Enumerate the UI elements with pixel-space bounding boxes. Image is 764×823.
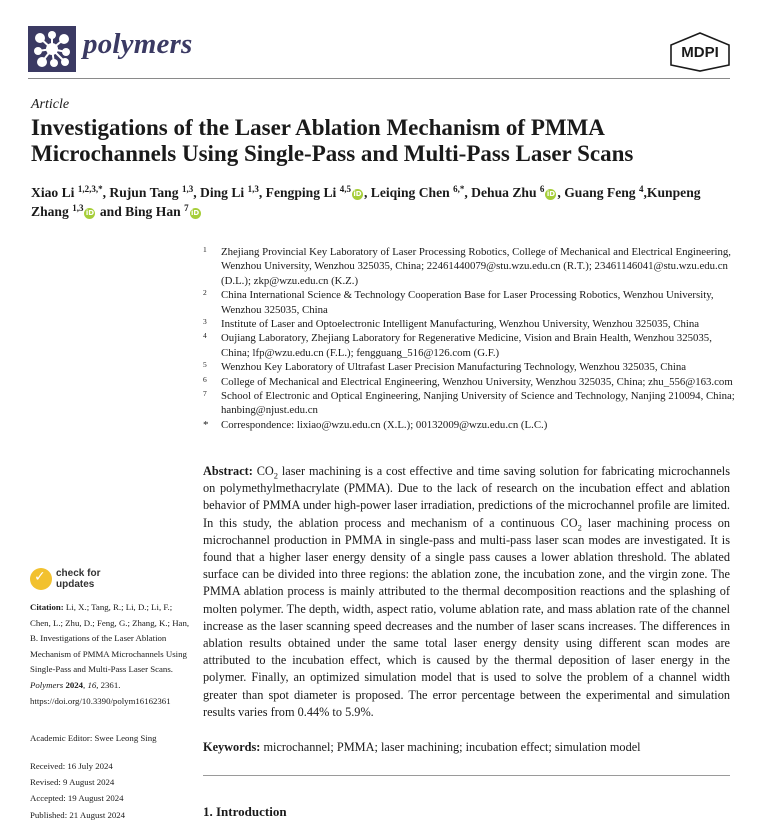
- author-affiliation-marks: 4,5: [339, 184, 351, 194]
- author-separator: ,: [102, 185, 110, 200]
- affiliation-text: China International Science & Technology Cooperation Base for Laser Processing Robotics, Wenzhou University, Wenzhou 325035, China: [221, 289, 714, 316]
- affiliation-text: Zhejiang Provincial Key Laboratory of Laser Processing Robotics, College of Mechanical and Electrical Engineering, Wenzhou University, Wenzhou 325035, China; 22461440079@stu.wzu.edu.cn (R.T.); 23461146041@stu.wzu.edu.cn (D.L.); zkp@wzu.edu.cn (K.Z.): [221, 246, 731, 287]
- citation-text: Li, X.; Tang, R.; Li, D.; Li, F.; Chen, L.; Zhu, D.; Feng, G.; Zhang, K.; Han, B. Investigations of the Laser Ablation Mechanism of PMMA Microchannels Using Single-Pass and Multi-Pass Laser Scans.: [30, 602, 190, 675]
- author-name: Kunpeng Zhang: [31, 185, 701, 219]
- journal-logo: [28, 26, 76, 72]
- author-separator: ,: [258, 185, 266, 200]
- molecule-cluster-logo-icon: [28, 26, 76, 72]
- affiliation-number: 2: [203, 288, 207, 298]
- affiliation-text: College of Mechanical and Electrical Engineering, Wenzhou University, Wenzhou 325035, China; zhu_556@163.com: [221, 375, 733, 388]
- check-for-updates-badge[interactable]: [30, 568, 180, 594]
- date-row: [30, 774, 125, 790]
- affiliation-item: [203, 375, 738, 389]
- author-affiliation-marks: 1,2,3,*: [77, 184, 103, 194]
- date-label: Accepted:: [30, 793, 66, 804]
- author-name: Rujun Tang: [109, 185, 179, 200]
- mdpi-logo-text: MDPI: [681, 44, 719, 61]
- citation-label: Citation:: [30, 602, 64, 612]
- abstract-label: Abstract:: [203, 464, 253, 478]
- citation-journal: Polymers: [30, 679, 64, 690]
- abstract-text-3: laser machining process on microchannel production in PMMA in single-pass and multi-pass laser scan modes are investigated. It is found that a higher laser energy density of a single pass causes a lower ablation threshold. The ablated surface can be divided into three regions: the ablation zone, the incubation zone, and the virgin zone. The PMMA ablation process is mainly attributed to the thermal decomposition reactions and the splashing of molten polymer. The depth, width, aspect ratio, volume ablation rate, and mass ablation rate of the channel increase as the laser scanning speed decreases and the number of laser scans increases. The differences in ablation results obtained under the same total laser energy density using different scan modes are attributed to the incubation effect, which is caused by the thermal deposition of laser energy in the polymer. Finally, an optimized simulation model that is used to solve the problem of a channel width greater than spot diameter is proposed. The error percentage between the experimental and simulation results varies from 0.44% to 5.9%.: [203, 515, 730, 719]
- affiliations-list: [203, 245, 738, 432]
- affiliation-text: Institute of Laser and Optoelectronic Intelligent Manufacturing, Wenzhou University, Wenzhou 325035, China: [221, 318, 700, 331]
- author-list: [31, 183, 736, 221]
- author-separator: ,: [643, 185, 647, 200]
- date-value: 16 July 2024: [67, 761, 113, 771]
- author-affiliation-marks: 6,*: [453, 184, 465, 194]
- author-name: Ding Li: [200, 185, 245, 200]
- date-row: [30, 807, 125, 823]
- citation-volume: 16: [87, 679, 97, 690]
- header-divider: [28, 78, 730, 79]
- author-name: Guang Feng: [564, 185, 636, 200]
- affiliation-number: *: [203, 418, 209, 431]
- academic-editor: Academic Editor: Swee Leong Sing: [30, 733, 157, 743]
- journal-name: polymers: [83, 28, 193, 60]
- author-separator: ,: [464, 185, 472, 200]
- date-value: 9 August 2024: [63, 777, 115, 788]
- author-name: Dehua Zhu: [471, 185, 537, 200]
- mdpi-logo: [669, 32, 731, 77]
- affiliation-item: [203, 245, 738, 288]
- date-row: [30, 758, 125, 774]
- author-affiliation-marks: 1,3: [247, 184, 259, 194]
- author-affiliation-marks: 7: [184, 203, 189, 213]
- abstract-subscript-1: 2: [273, 470, 279, 481]
- affiliation-item: [203, 418, 738, 432]
- author-name: Bing Han: [125, 204, 181, 219]
- affiliation-number: 5: [203, 360, 207, 370]
- author-name: Leiqing Chen: [370, 185, 450, 200]
- date-value: 19 August 2024: [67, 793, 124, 804]
- keywords-label: Keywords:: [203, 740, 261, 754]
- mdpi-logo-icon: [669, 32, 731, 72]
- affiliation-number: 4: [203, 331, 207, 341]
- citation-block: Citation: Li, X.; Tang, R.; Li, D.; Li, F.; Chen, L.; Zhu, D.; Feng, G.; Zhang, K.; Han, B. Investigations of the Laser Ablation Mechanism of PMMA Microchannels Using Single-Pass and Multi-Pass Laser Scans. Polymers 2024, 16, 2361. https://doi.org/10.3390/polym16162361: [30, 602, 190, 706]
- article-title: Investigations of the Laser Ablation Mechanism of PMMA Microchannels Using Single-Pass and Multi-Pass Laser Scans: [31, 115, 634, 166]
- section-divider: [203, 775, 730, 776]
- affiliation-number: 7: [203, 389, 207, 399]
- affiliation-text: Correspondence: lixiao@wzu.edu.cn (X.L.); 00132009@wzu.edu.cn (L.C.): [221, 418, 548, 431]
- abstract-text-1: CO: [256, 464, 274, 478]
- affiliation-number: 3: [203, 317, 207, 327]
- check-updates-line2: updates: [56, 579, 95, 590]
- affiliation-item: [203, 389, 738, 418]
- affiliation-item: [203, 288, 738, 317]
- affiliation-item: [203, 317, 738, 331]
- author-name: Fengping Li: [265, 185, 337, 200]
- keywords: [203, 740, 730, 755]
- date-value: 21 August 2024: [69, 809, 126, 820]
- affiliation-text: Oujiang Laboratory, Zhejiang Laboratory for Regenerative Medicine, Vision and Brain Health, Wenzhou 325035, China; lfp@wzu.edu.cn (F.L.); fengguang_516@126.com (G.F.): [221, 332, 712, 359]
- author-name: Xiao Li: [31, 185, 75, 200]
- affiliation-number: 1: [203, 245, 207, 254]
- orcid-icon[interactable]: iD: [85, 209, 95, 217]
- citation-doi[interactable]: , 2361. https://doi.org/10.3390/polym16162361: [30, 679, 171, 706]
- citation-year: 2024: [65, 679, 84, 690]
- abstract-subscript-2: 2: [577, 522, 582, 533]
- author-affiliation-marks: 4: [639, 184, 644, 194]
- author-separator: ,: [193, 185, 200, 200]
- date-label: Received:: [30, 761, 66, 771]
- abstract: [203, 463, 730, 721]
- author-affiliation-marks: 1,3: [181, 184, 194, 194]
- section-heading-introduction: 1. Introduction: [203, 804, 287, 819]
- check-updates-line1: check for: [56, 568, 101, 579]
- article-type: Article: [31, 97, 70, 112]
- author-affiliation-marks: 6: [539, 184, 545, 194]
- abstract-text-2: laser machining is a cost effective and time saving solution for fabricating microchannels on polymethylmethacrylate (PMMA). Due to the lack of research on the incubation effect and ablation behavior of PMMA under high-power laser irradiation, predictions of the microchannel profile are limited. In this study, the ablation process and mechanism of a continuous CO: [203, 464, 730, 530]
- affiliation-item: [203, 360, 738, 374]
- publication-dates: [30, 758, 125, 823]
- keywords-text: microchannel; PMMA; laser machining; incubation effect; simulation model: [263, 740, 641, 754]
- orcid-icon[interactable]: iD: [546, 190, 556, 198]
- affiliation-number: 6: [203, 374, 207, 384]
- affiliation-item: [203, 331, 738, 360]
- checkmark-icon: ✓: [34, 569, 46, 585]
- date-label: Published:: [30, 809, 68, 820]
- date-row: [30, 790, 125, 806]
- author-separator: ,: [363, 185, 371, 200]
- date-label: Revised:: [30, 777, 61, 788]
- orcid-icon[interactable]: iD: [190, 209, 200, 217]
- affiliation-text: Wenzhou Key Laboratory of Ultrafast Laser Precision Manufacturing Technology, Wenzhou 325035, China: [221, 361, 687, 374]
- author-affiliation-marks: 1,3: [72, 203, 84, 213]
- author-separator: ,: [557, 185, 565, 200]
- orcid-icon[interactable]: iD: [353, 190, 362, 198]
- author-separator: and: [96, 204, 126, 219]
- affiliation-text: School of Electronic and Optical Engineering, Nanjing University of Science and Technology, Nanjing 210094, China; hanbing@njust.edu.cn: [221, 390, 735, 417]
